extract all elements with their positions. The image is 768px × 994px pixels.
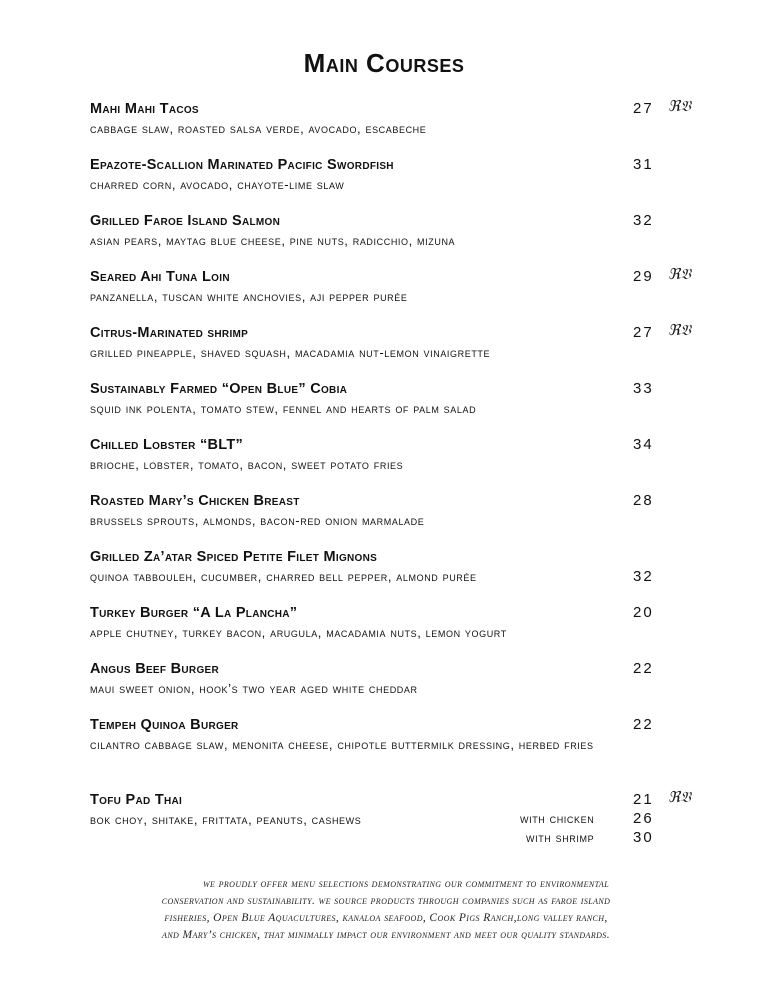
item-name: Epazote-Scallion Marinated Pacific Swordfish [90, 157, 394, 173]
item-price: 29 [633, 268, 654, 285]
item-price: 28 [633, 492, 654, 509]
item-description: bok choy, shitake, frittata, peanuts, cashews [90, 812, 362, 827]
page-title: Main Courses [303, 48, 465, 78]
menu-item [90, 212, 690, 250]
item-price: 27 [633, 324, 654, 341]
item-name: Seared Ahi Tuna Loin [90, 269, 230, 285]
menu-item [90, 604, 690, 642]
item-name: Tofu Pad Thai [90, 792, 183, 808]
vegan-mark-icon: ℜ𝔙 [668, 265, 691, 283]
item-description: panzanella, tuscan white anchovies, aji pepper purée [90, 289, 408, 304]
item-price: 32 [633, 568, 654, 585]
vegan-mark-icon: ℜ𝔙 [668, 321, 691, 339]
item-name: Mahi Mahi Tacos [90, 101, 199, 117]
item-price: 27 [633, 100, 654, 117]
item-price: 31 [633, 156, 654, 173]
item-name: Tempeh Quinoa Burger [90, 717, 239, 733]
extra-option-label: with chicken [520, 811, 595, 826]
item-description: grilled pineapple, shaved squash, macadamia nut-lemon vinaigrette [90, 345, 491, 360]
item-description: apple chutney, turkey bacon, arugula, macadamia nuts, lemon yogurt [90, 625, 507, 640]
item-description: charred corn, avocado, chayote-lime slaw [90, 177, 345, 192]
item-price: 22 [633, 716, 654, 733]
item-name: Grilled Za’atar Spiced Petite Filet Mignons [90, 549, 378, 565]
item-price: 22 [633, 660, 654, 677]
menu-item [90, 660, 690, 698]
item-name: Roasted Mary’s Chicken Breast [90, 493, 300, 509]
item-description: cilantro cabbage slaw, menonita cheese, chipotle buttermilk dressing, herbed fries [90, 737, 594, 752]
item-price: 32 [633, 212, 654, 229]
menu-item [90, 97, 691, 138]
item-name: Grilled Faroe Island Salmon [90, 213, 281, 229]
menu-item [90, 436, 690, 474]
extra-option-price: 26 [633, 810, 654, 827]
sustainability-note [80, 876, 692, 944]
vegan-mark-icon: ℜ𝔙 [668, 788, 691, 806]
menu-item [90, 321, 691, 362]
menu-item [90, 380, 690, 418]
menu-item [90, 788, 691, 851]
item-name: Sustainably Farmed “Open Blue” Cobia [90, 381, 348, 397]
item-name: Angus Beef Burger [90, 661, 220, 677]
footer-line: we proudly offer menu selections demonstrating our commitment to environmental [202, 878, 610, 890]
vegan-mark-icon: ℜ𝔙 [668, 97, 691, 115]
item-description: brioche, lobster, tomato, bacon, sweet potato fries [90, 457, 404, 472]
item-description: maui sweet onion, hook’s two year aged white cheddar [90, 681, 418, 696]
footer-line: fisheries, Open Blue Aquacultures, kanaloa seafood, Cook Pigs Ranch,long valley ranch, [164, 912, 608, 924]
extra-option-price: 30 [633, 829, 654, 846]
item-description: squid ink polenta, tomato stew, fennel and hearts of palm salad [90, 401, 477, 416]
item-description: cabbage slaw, roasted salsa verde, avocado, escabeche [90, 121, 427, 136]
item-price: 34 [633, 436, 654, 453]
item-name: Chilled Lobster “BLT” [90, 437, 244, 453]
menu-item [90, 492, 690, 530]
menu-item [90, 156, 690, 194]
menu-item [90, 265, 691, 306]
menu-item [90, 548, 690, 586]
item-name: Turkey Burger “A La Plancha” [90, 605, 298, 621]
item-description: quinoa tabbouleh, cucumber, charred bell pepper, almond purée [90, 569, 477, 584]
item-price: 20 [633, 604, 654, 621]
menu-item [90, 716, 690, 754]
extra-option-label: with shrimp [526, 830, 595, 845]
item-description: brussels sprouts, almonds, bacon-red onion marmalade [90, 513, 425, 528]
item-price: 21 [633, 791, 654, 808]
item-description: asian pears, maytag blue cheese, pine nuts, radicchio, mizuna [90, 233, 456, 248]
footer-line: and Mary’s chicken, that minimally impact our environment and meet our quality standards. [162, 929, 610, 941]
item-price: 33 [633, 380, 654, 397]
footer-line: conservation and sustainability. we source products through companies such as faroe island [161, 895, 611, 907]
item-name: Citrus-Marinated shrimp [90, 325, 249, 341]
